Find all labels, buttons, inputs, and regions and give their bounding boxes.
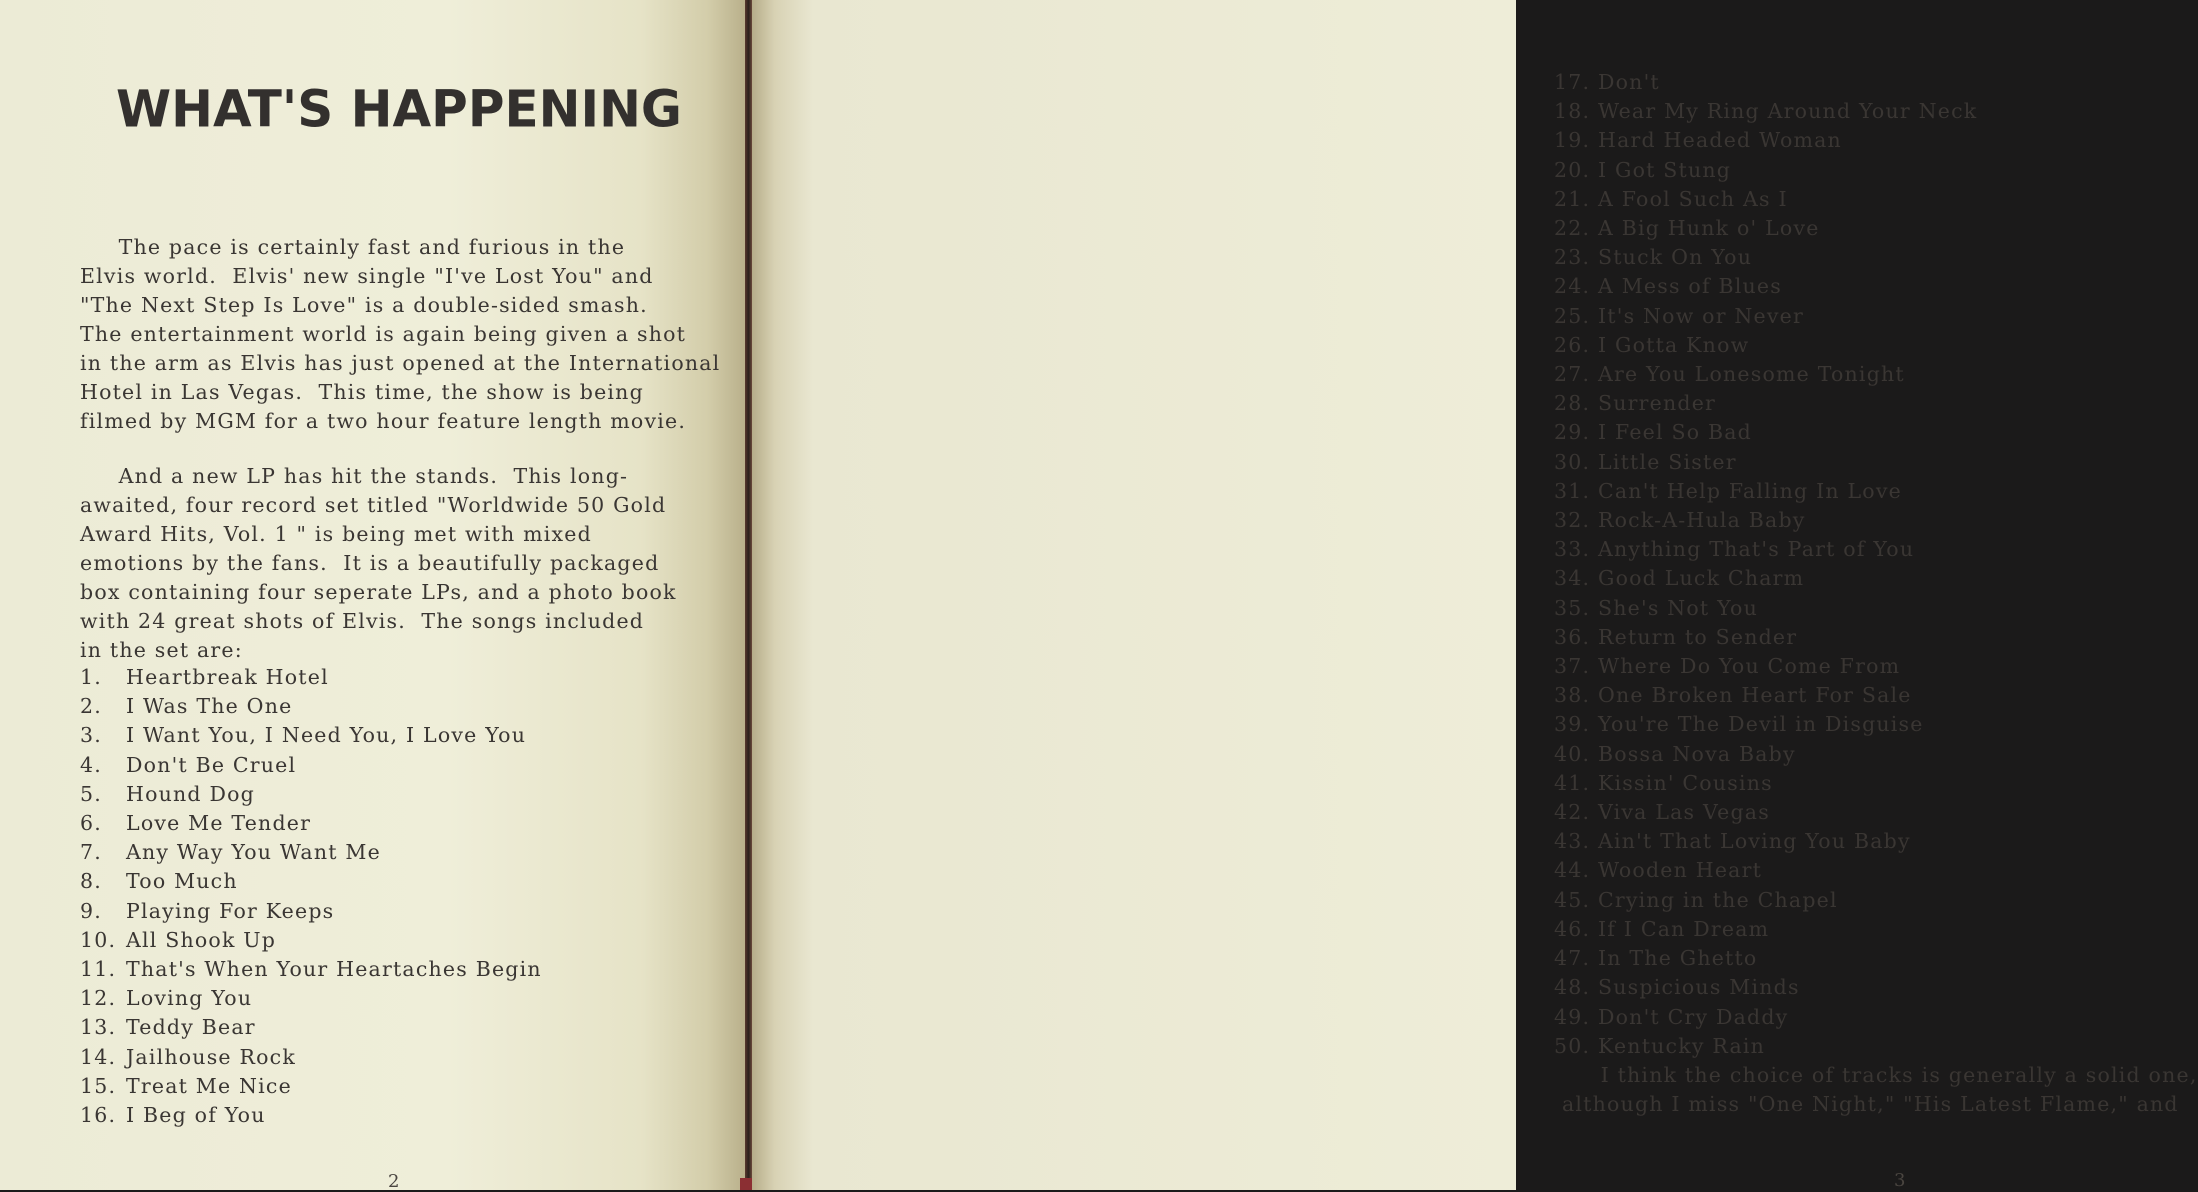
track-item [80,867,542,896]
track-item [80,1101,542,1130]
track-title: It's Now or Never [1598,303,1804,328]
track-title: Good Luck Charm [1598,566,1805,591]
track-item [80,780,542,809]
track-number: 23. [1554,245,1591,270]
book-spine [745,0,752,1190]
track-number: 16. [80,1103,117,1128]
track-number: 43. [1554,829,1591,854]
track-title: Wooden Heart [1598,858,1763,883]
track-item [80,1072,542,1101]
track-title: Stuck On You [1598,245,1753,270]
track-number: 2. [80,694,102,719]
track-title: In The Ghetto [1598,946,1758,971]
paragraph-line: The entertainment world is again being given a shot [80,322,687,346]
track-number: 1. [80,665,102,689]
track-item [1554,827,1977,856]
track-number: 18. [1554,99,1591,124]
track-title: All Shook Up [126,927,277,952]
track-title: Love Me Tender [126,811,312,836]
track-item [80,926,542,955]
track-number: 4. [80,752,102,777]
track-item [1554,710,1977,739]
track-number: 29. [1554,420,1591,445]
track-number: 26. [1554,332,1591,357]
track-title: Viva Las Vegas [1598,800,1770,825]
track-number: 37. [1554,654,1591,679]
paragraph-line: Hotel in Las Vegas. This time, the show is being [80,380,644,404]
track-item [1554,652,1977,681]
track-item [1554,331,1977,360]
track-item [1554,185,1977,214]
track-item [80,897,542,926]
track-item [80,1043,542,1072]
track-item [1554,68,1977,97]
track-number: 15. [80,1073,117,1098]
track-title: Are You Lonesome Tonight [1598,362,1905,387]
track-number: 41. [1554,770,1591,795]
track-title: Hound Dog [126,781,255,806]
track-title: I Gotta Know [1598,332,1750,357]
track-list-left [80,663,542,1130]
track-title: I Beg of You [126,1103,266,1128]
track-item [1554,886,1977,915]
paragraph-line: Award Hits, Vol. 1 " is being met with mixed [80,522,592,546]
track-item [1554,302,1977,331]
track-title: Suspicious Minds [1598,975,1800,1000]
track-number: 6. [80,811,102,836]
track-number: 21. [1554,186,1591,211]
track-number: 46. [1554,916,1591,941]
track-number: 36. [1554,624,1591,649]
track-item [1554,156,1977,185]
track-number: 9. [80,898,102,923]
track-item [80,838,542,867]
track-title: Little Sister [1598,449,1737,474]
page-number-right: 3 [1894,1170,1906,1191]
paragraph-line: although I miss "One Night," "His Latest Flame," and [1562,1092,2179,1116]
intro-paragraph [80,233,720,436]
track-title: I Feel So Bad [1598,420,1752,445]
track-number: 22. [1554,216,1591,241]
track-number: 31. [1554,478,1591,503]
track-title: Don't Be Cruel [126,752,297,777]
track-number: 48. [1554,975,1591,1000]
track-title: I Want You, I Need You, I Love You [126,723,527,748]
track-title: Hard Headed Woman [1598,128,1842,153]
track-number: 8. [80,869,102,894]
track-item [1554,477,1977,506]
track-number: 50. [1554,1033,1591,1058]
track-title: Kentucky Rain [1598,1033,1766,1058]
track-item [80,692,542,721]
track-number: 28. [1554,391,1591,416]
track-number: 49. [1554,1004,1591,1029]
track-number: 25. [1554,303,1591,328]
track-title: Rock-A-Hula Baby [1598,508,1806,533]
track-number: 33. [1554,537,1591,562]
track-title: Any Way You Want Me [126,840,381,865]
paragraph-line: Elvis world. Elvis' new single "I've Lost You" and [80,264,654,288]
track-title: Anything That's Part of You [1598,537,1915,562]
right-page [752,0,2198,1191]
track-number: 38. [1554,683,1591,708]
track-number: 40. [1554,741,1591,766]
paragraph-line: "The Next Step Is Love" is a double-sided smash. [80,293,648,317]
track-item [1554,243,1977,272]
track-title: Ain't That Loving You Baby [1598,829,1911,854]
track-title: Jailhouse Rock [126,1044,296,1069]
track-item [80,984,542,1013]
paragraph-line: awaited, four record set titled "Worldwide 50 Gold [80,493,667,517]
lp-paragraph [80,462,677,665]
track-number: 32. [1554,508,1591,533]
track-number: 20. [1554,157,1591,182]
track-number: 11. [80,957,117,982]
paragraph-line: box containing four seperate LPs, and a photo book [80,580,677,604]
track-title: She's Not You [1598,595,1758,620]
track-item [1554,389,1977,418]
track-item [1554,973,1977,1002]
track-item [1554,1003,1977,1032]
track-title: Return to Sender [1598,624,1798,649]
track-item [80,663,542,692]
paragraph-line: I think the choice of tracks is generally a solid one, [1562,1063,2198,1087]
track-title: Too Much [126,869,238,894]
track-title: Don't Cry Daddy [1598,1004,1789,1029]
track-title: Loving You [126,986,253,1011]
track-title: Treat Me Nice [126,1073,292,1098]
track-item [1554,681,1977,710]
track-item [1554,769,1977,798]
track-number: 34. [1554,566,1591,591]
track-item [80,751,542,780]
paragraph-line: in the set are: [80,638,243,662]
track-item [1554,740,1977,769]
left-page [0,0,745,1190]
closing-paragraph [1562,1061,2198,1119]
track-item [1554,915,1977,944]
track-title: A Mess of Blues [1598,274,1782,299]
track-title: A Big Hunk o' Love [1598,216,1820,241]
track-item [1554,856,1977,885]
track-item [1554,944,1977,973]
track-title: That's When Your Heartaches Begin [126,957,542,982]
page-number-left: 2 [388,1171,400,1192]
track-item [1554,214,1977,243]
track-title: If I Can Dream [1598,916,1770,941]
track-number: 42. [1554,800,1591,825]
track-number: 5. [80,781,102,806]
track-number: 30. [1554,449,1591,474]
track-title: Where Do You Come From [1598,654,1901,679]
track-title: Can't Help Falling In Love [1598,478,1902,503]
track-number: 24. [1554,274,1591,299]
track-item [1554,1032,1977,1061]
track-item [1554,506,1977,535]
track-item [1554,623,1977,652]
paragraph-line: emotions by the fans. It is a beautifully packaged [80,551,660,575]
track-title: I Got Stung [1598,157,1732,182]
track-item [1554,564,1977,593]
track-number: 39. [1554,712,1591,737]
track-title: One Broken Heart For Sale [1598,683,1912,708]
track-item [80,1013,542,1042]
track-item [1554,418,1977,447]
track-number: 47. [1554,946,1591,971]
paragraph-line: filmed by MGM for a two hour feature length movie. [80,409,687,433]
track-item [1554,448,1977,477]
paragraph-line: And a new LP has hit the stands. This long- [80,464,629,488]
track-item [80,955,542,984]
track-title: I Was The One [126,694,293,719]
track-title: You're The Devil in Disguise [1598,712,1924,737]
track-item [1554,360,1977,389]
track-item [80,721,542,750]
track-number: 44. [1554,858,1591,883]
track-number: 12. [80,986,117,1011]
track-item [1554,272,1977,301]
paragraph-line: with 24 great shots of Elvis. The songs included [80,609,645,633]
track-number: 19. [1554,128,1591,153]
track-title: Playing For Keeps [126,898,335,923]
track-number: 17. [1554,70,1591,94]
track-number: 35. [1554,595,1591,620]
track-title: Surrender [1598,391,1717,416]
track-item [1554,97,1977,126]
track-title: Teddy Bear [126,1015,256,1040]
track-number: 45. [1554,887,1591,912]
track-number: 3. [80,723,102,748]
track-number: 10. [80,927,117,952]
track-item [1554,126,1977,155]
track-item [80,809,542,838]
track-title: Heartbreak Hotel [126,665,329,689]
track-title: Bossa Nova Baby [1598,741,1796,766]
track-title: Kissin' Cousins [1598,770,1773,795]
track-item [1554,535,1977,564]
track-number: 7. [80,840,102,865]
paragraph-line: The pace is certainly fast and furious in the [80,235,626,259]
track-number: 27. [1554,362,1591,387]
paragraph-line: in the arm as Elvis has just opened at the International [80,351,721,375]
track-list-right [1554,68,1977,1061]
track-title: Crying in the Chapel [1598,887,1838,912]
track-title: A Fool Such As I [1598,186,1788,211]
track-title: Wear My Ring Around Your Neck [1598,99,1978,124]
track-item [1554,594,1977,623]
page-title: WHAT'S HAPPENING [116,79,682,139]
track-item [1554,798,1977,827]
track-title: Don't [1598,70,1660,94]
track-number: 14. [80,1044,117,1069]
track-number: 13. [80,1015,117,1040]
